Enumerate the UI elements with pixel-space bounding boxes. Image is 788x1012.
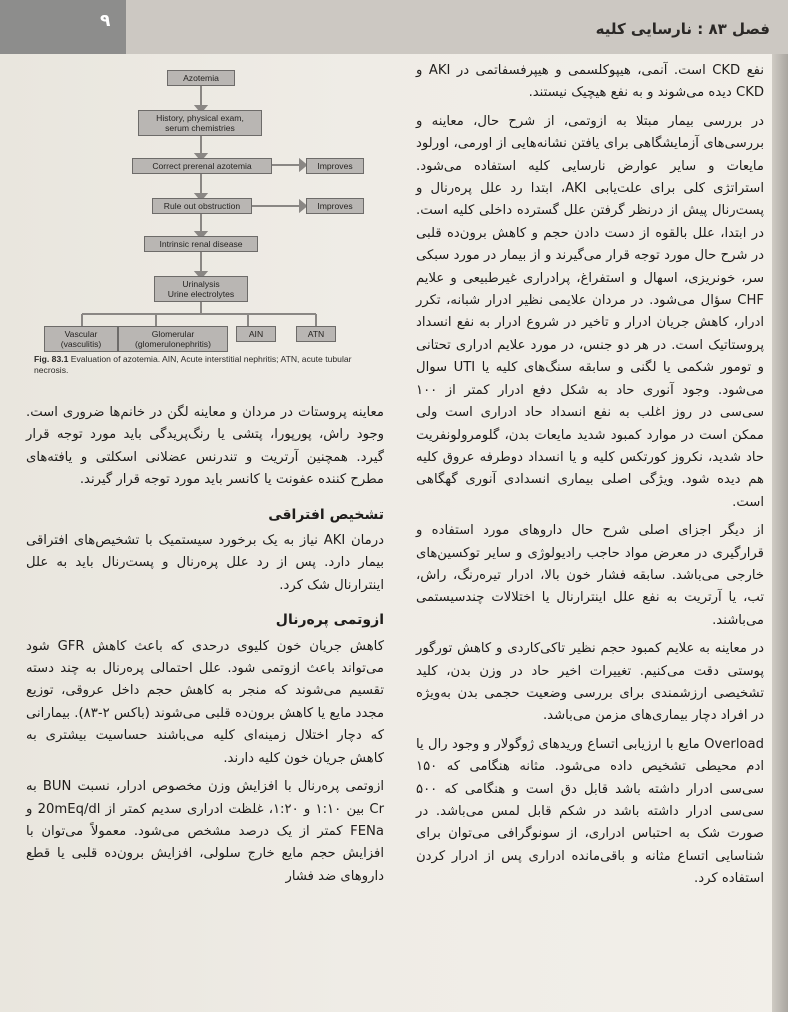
- page-header: [0, 0, 788, 54]
- section-heading-prerenal: ازوتمی پره‌رنال: [275, 612, 384, 629]
- box-urinalysis: Urinalysis Urine electrolytes: [154, 276, 248, 302]
- caption-label: Fig. 83.1: [34, 354, 69, 364]
- box-history: History, physical exam, serum chemistries: [138, 110, 262, 136]
- box-rule-out-obstruction: Rule out obstruction: [152, 198, 252, 214]
- paragraph: در بررسی بیمار مبتلا به ازوتمی، از شرح حال، معاینه و بررسی‌های آزمایشگاهی برای یافتن نشانه‌هایی از اورمی، اورلود مایعات و سایر عوارض نارسایی کلیه استفاده می‌شود. استراتژی کلی برای علت‌یابی AKI، ابتدا رد علل پره‌رنال و پست‌رنال پیش از درنظر گرفتن علل گسترده داخلی کلیه است. در ابتدا، علل بالقوه از دست دادن حجم و کاهش برون‌ده قلبی در شرح حال مورد توجه قرار می‌گیرند و از بیمار در مورد سبکی سر، خونریزی، اسهال و استفراغ، پرادراری غیرطبیعی و علایم CHF سؤال می‌شود. در مردان علایمی نظیر ادرار شبانه، تکرر ادرار، کاهش جریان ادرار و تاخیر در شروع ادرار به نفع انسداد پروستاتیک است. در هر دو جنس، در مورد علایم ادراری تحتانی و تومور شکمی یا لگنی و سابقه سنگ‌های کلیه یا UTI سوال می‌شود. وجود آنوری حاد به شکل دفع ادرار کمتر از ۱۰۰ سی‌سی در روز اغلب به نفع انسداد حاد ادراری است ولی ممکن است در موارد کمبود شدید مایعات بدن، گلومرولونفریت حاد شدید، نکروز کورتکس کلیه و یا انسداد دوطرفه عروق کلیه هم دیده شود. ویژگی اصلی بیماری انسدادی آنوری گهگاهی است.: [416, 113, 764, 510]
- paragraph: Overload مایع با ارزیابی اتساع وریدهای ژوگولار و وجود رال یا ادم محیطی تشخیص داده می‌شود. مثانه هنگامی که ۱۵۰ سی‌سی ادرار داشته باشد قابل دق است و هنگامی که ۵۰۰ سی‌سی ادرار داشته باشد در شکم قابل لمس می‌باشد. در صورت شک به احتباس ادراری، از سونوگرافی می‌توان برای شناسایی اتساع مثانه و باقی‌مانده ادراری پس از ادرار کردن استفاده کرد.: [416, 736, 764, 887]
- box-intrinsic-renal: Intrinsic renal disease: [144, 236, 258, 252]
- box-glomerular: Glomerular (glomerulonephritis): [118, 326, 228, 352]
- box-ain: AIN: [236, 326, 276, 342]
- paragraph: ازوتمی پره‌رنال با افزایش وزن مخصوص ادرار، نسبت BUN به Cr بین ۱:۱۰ و ۱:۲۰، غلظت ادراری سدیم کمتر از 20mEq/dl و FENa کمتر از یک درصد مشخص می‌شود. معمولاً می‌توان با افزایش حجم مایع خارج سلولی، افزایش برون‌ده قلبی یا قطع داروهای ضد فشار: [26, 779, 385, 884]
- page-number-tab: [0, 0, 126, 54]
- box-correct-prerenal: Correct prerenal azotemia: [132, 158, 272, 174]
- right-column-text: [416, 60, 764, 897]
- paragraph: کاهش جریان خون کلیوی درحدی که باعث کاهش GFR شود می‌تواند باعث ازوتمی شود. علل احتمالی پره‌رنال به چند دسته تقسیم می‌شوند که منجر به کاهش حجم داخل عروقی، توزیع مجدد مایع یا کاهش برون‌ده قلبی می‌شوند (باکس ۲-۸۳). بیمارانی که دچار اختلال زمینه‌ای کلیه می‌باشند حساسیت بیشتری به کاهش جریان خون کلیه دارند.: [26, 638, 385, 766]
- page-number: ۹: [100, 11, 111, 31]
- paragraph: در معاینه به علایم کمبود حجم نظیر تاکی‌کاردی و کاهش تورگور پوستی دقت می‌کنیم. تغییرات اخیر حاد در وزن بدن، کلید تشخیصی ارزشمندی برای بررسی وضعیت حجمی بدن به‌ویژه در افراد دچار بیماری‌های مزمن می‌باشد.: [416, 641, 764, 724]
- paragraph: از دیگر اجزای اصلی شرح حال داروهای مورد استفاده و قرارگیری در معرض مواد حاجب رادیولوژی و سایر توکسین‌های خارجی می‌باشد. سابقه فشار خون بالا، ادرار تیره‌رنگ، راش، تب، یا آرتریت به نفع علل اینترارنال یا اختلالات چندسیستمی می‌باشند.: [416, 523, 764, 628]
- box-improves-1: Improves: [306, 158, 364, 174]
- left-column-text: [26, 402, 384, 894]
- chapter-title: فصل ۸۳ : نارسایی کلیه: [595, 20, 770, 38]
- box-improves-2: Improves: [306, 198, 364, 214]
- paragraph: معاینه پروستات در مردان و معاینه لگن در خانم‌ها ضروری است. وجود راش، پورپورا، پتشی یا رنگ‌پریدگی باید مورد توجه قرار گیرد. همچنین آرتریت و تندرنس عضلانی اسکلتی و یافته‌های مطرح کننده عفونت یا کانسر باید مورد توجه قرار گیرند.: [26, 405, 384, 488]
- box-vascular: Vascular (vasculitis): [44, 326, 118, 352]
- figure-flowchart: [26, 62, 384, 388]
- section-heading-differential: تشخیص افتراقی: [268, 506, 384, 523]
- box-atn: ATN: [296, 326, 336, 342]
- paragraph: درمان AKI نیاز به یک برخورد سیستمیک با تشخیص‌های افتراقی بیمار دارد. پس از رد علل پره‌رنال و پست‌رنال باید به علل اینترارنال شک کرد.: [26, 533, 384, 593]
- paragraph: نفع CKD است. آنمی، هیپوکلسمی و هیپرفسفاتمی در AKI و CKD دیده می‌شوند و به نفع هیچیک نیستند.: [416, 63, 765, 101]
- page-spine-shadow: [772, 54, 788, 1012]
- caption-text: Evaluation of azotemia. AIN, Acute interstitial nephritis; ATN, acute tubular necrosis.: [34, 354, 352, 375]
- box-azotemia: Azotemia: [167, 70, 235, 86]
- figure-caption: [34, 354, 374, 375]
